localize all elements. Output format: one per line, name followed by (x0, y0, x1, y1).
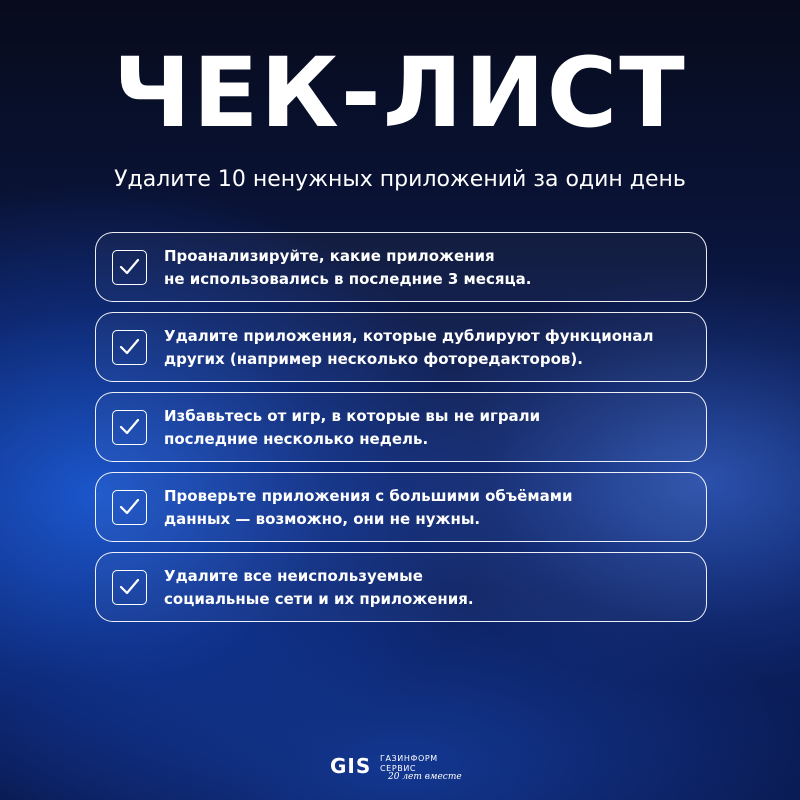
checklist-item-text (164, 245, 694, 291)
checklist-item-line: Избавьтесь от игр, в которые вы не играли (164, 407, 541, 425)
checklist-item[interactable] (95, 472, 707, 542)
checklist-item-line: социальные сети и их приложения. (164, 590, 474, 608)
checklist-item-line: Удалите все неиспользуемые (164, 567, 423, 585)
checklist-item-text (164, 325, 694, 371)
checklist-item-line: последние несколько недель. (164, 430, 429, 448)
brand-name-line2: СЕРВИС (380, 764, 417, 773)
checklist-item-text (164, 485, 694, 531)
checklist-item[interactable] (95, 232, 707, 302)
checkmark-icon (118, 576, 140, 598)
checkbox[interactable] (112, 570, 147, 605)
checkbox[interactable] (112, 250, 147, 285)
checklist-item-line: Проверьте приложения с большими объёмами (164, 487, 573, 505)
page-subtitle: Удалите 10 ненужных приложений за один день (114, 167, 686, 192)
checklist (95, 232, 707, 632)
company-logo (330, 748, 480, 788)
checklist-item-line: Проанализируйте, какие приложения (164, 247, 495, 265)
checkbox[interactable] (112, 410, 147, 445)
checkmark-icon (118, 336, 140, 358)
checkmark-icon (118, 496, 140, 518)
brand-name-line1: ГАЗИНФОРМ (380, 754, 438, 763)
checkmark-icon (118, 416, 140, 438)
checklist-item-text (164, 565, 694, 611)
checklist-item-line: данных — возможно, они не нужны. (164, 510, 481, 528)
checklist-item-text (164, 405, 694, 451)
checklist-item-line: Удалите приложения, которые дублируют функционал (164, 327, 654, 345)
anniversary-signature: 20 лет вместе (388, 772, 462, 782)
checklist-item[interactable] (95, 552, 707, 622)
checkbox[interactable] (112, 490, 147, 525)
checklist-item[interactable] (95, 312, 707, 382)
checkbox[interactable] (112, 330, 147, 365)
page-title: ЧЕК-ЛИСТ (113, 37, 687, 149)
checklist-item-line: других (например несколько фоторедакторов). (164, 350, 583, 368)
checkmark-icon (118, 256, 140, 278)
checklist-item[interactable] (95, 392, 707, 462)
logo-mark: GIS (330, 754, 372, 778)
checklist-item-line: не использовались в последние 3 месяца. (164, 270, 532, 288)
